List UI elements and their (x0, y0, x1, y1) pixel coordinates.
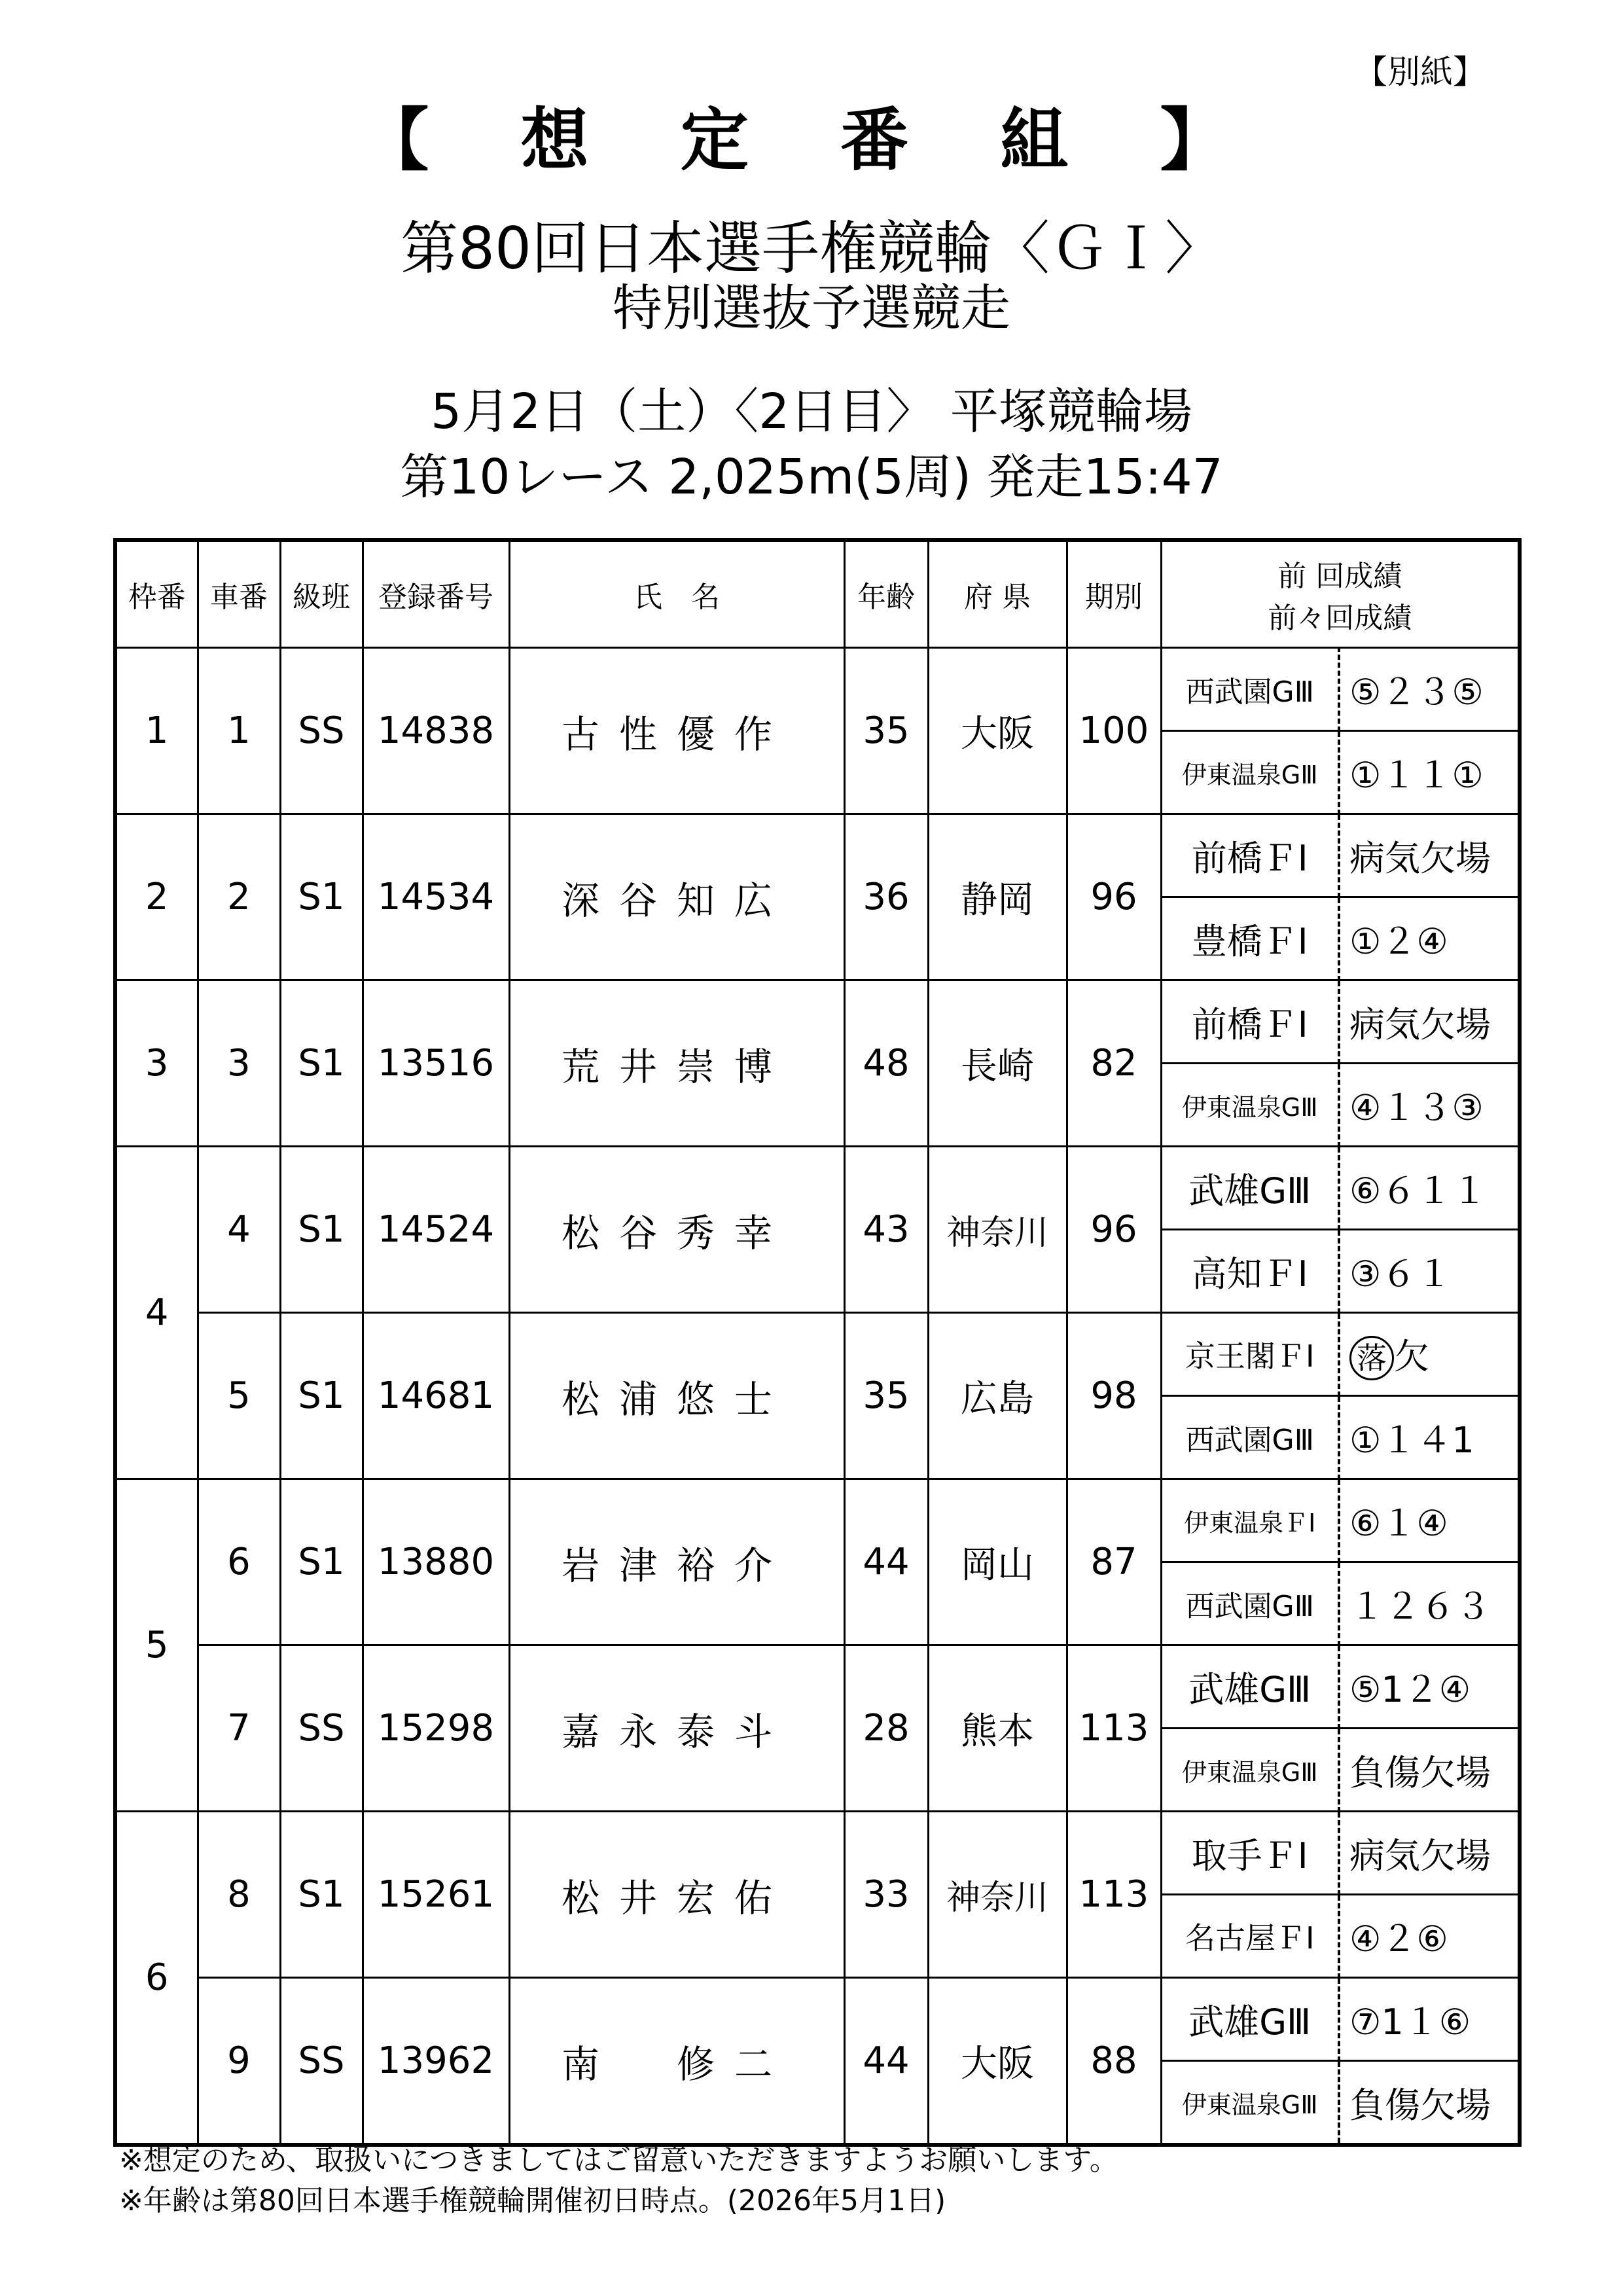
rider-name: 嘉永泰斗 (509, 1645, 844, 1812)
kyu-cell: S1 (280, 980, 363, 1147)
race-category: 特別選抜予選競走 (613, 279, 1010, 337)
prev-venue: 伊東温泉ＦⅠ (1161, 1479, 1339, 1562)
age-cell: 28 (844, 1645, 928, 1812)
sha-cell: 5 (198, 1313, 280, 1479)
pref-cell: 静岡 (928, 814, 1067, 980)
toroku-cell: 13962 (363, 1978, 509, 2145)
sha-cell: 4 (198, 1147, 280, 1313)
header-prev2-record: 前々回成績 (1268, 601, 1412, 635)
toroku-cell: 13516 (363, 980, 509, 1147)
kyu-cell: S1 (280, 1479, 363, 1645)
table-row (115, 1147, 1520, 1230)
prev-result: ⑥１④ (1339, 1479, 1520, 1562)
footnotes (119, 2140, 1118, 2221)
prev2-result: １２６３ (1339, 1562, 1520, 1645)
table-row (115, 1645, 1520, 1729)
prev2-venue: 豊橋ＦⅠ (1161, 897, 1339, 980)
table-row (115, 1313, 1520, 1396)
kyu-cell: S1 (280, 814, 363, 980)
pref-cell: 神奈川 (928, 1812, 1067, 1978)
toroku-cell: 15298 (363, 1645, 509, 1812)
prev2-venue: 西武園GⅢ (1161, 1396, 1339, 1479)
ki-cell: 87 (1067, 1479, 1161, 1645)
age-cell: 44 (844, 1479, 928, 1645)
prev-result: ⑦1１⑥ (1339, 1978, 1520, 2061)
age-cell: 43 (844, 1147, 928, 1313)
pref-cell: 長崎 (928, 980, 1067, 1147)
ki-cell: 82 (1067, 980, 1161, 1147)
waku-cell: 2 (115, 814, 198, 980)
prev2-result: ①１１① (1339, 731, 1520, 814)
sha-cell: 7 (198, 1645, 280, 1812)
table-row (115, 1479, 1520, 1562)
rider-name: 古性優作 (509, 648, 844, 814)
prev-result: 病気欠場 (1339, 1812, 1520, 1895)
ki-cell: 100 (1067, 648, 1161, 814)
pref-cell: 熊本 (928, 1645, 1067, 1812)
pref-cell: 大阪 (928, 648, 1067, 814)
ki-cell: 96 (1067, 814, 1161, 980)
age-cell: 48 (844, 980, 928, 1147)
waku-cell: 3 (115, 980, 198, 1147)
ki-cell: 96 (1067, 1147, 1161, 1313)
age-cell: 44 (844, 1978, 928, 2145)
pref-cell: 広島 (928, 1313, 1067, 1479)
waku-cell: 5 (115, 1479, 198, 1812)
prev2-result: 負傷欠場 (1339, 2061, 1520, 2145)
rider-name: 岩津裕介 (509, 1479, 844, 1645)
prev2-result: ①１４1 (1339, 1396, 1520, 1479)
sha-cell: 8 (198, 1812, 280, 1978)
ki-cell: 88 (1067, 1978, 1161, 2145)
age-cell: 36 (844, 814, 928, 980)
waku-cell: 6 (115, 1812, 198, 2145)
table-row (115, 648, 1520, 731)
prev-venue: 武雄GⅢ (1161, 1147, 1339, 1230)
race-date-venue: 5月2日（土）〈2日目〉 平塚競輪場 (431, 384, 1192, 440)
prev2-result: ④２⑥ (1339, 1895, 1520, 1978)
header-kyu: 級班 (280, 540, 363, 648)
ki-cell: 113 (1067, 1645, 1161, 1812)
prev-venue: 武雄GⅢ (1161, 1645, 1339, 1729)
header-toroku: 登録番号 (363, 540, 509, 648)
kyu-cell: SS (280, 648, 363, 814)
table-header-row (115, 540, 1520, 648)
header-name: 氏 名 (509, 540, 844, 648)
sha-cell: 6 (198, 1479, 280, 1645)
toroku-cell: 14534 (363, 814, 509, 980)
prev2-venue: 名古屋ＦⅠ (1161, 1895, 1339, 1978)
prev2-venue: 高知ＦⅠ (1161, 1230, 1339, 1313)
kyu-cell: SS (280, 1978, 363, 2145)
prev-venue: 前橋ＦⅠ (1161, 980, 1339, 1064)
age-cell: 35 (844, 1313, 928, 1479)
pref-cell: 神奈川 (928, 1147, 1067, 1313)
prev-result (1339, 1313, 1520, 1396)
waku-cell: 1 (115, 648, 198, 814)
prev-result: ⑤1２④ (1339, 1645, 1520, 1729)
prev2-result: ④１３③ (1339, 1064, 1520, 1147)
race-card-table (113, 538, 1522, 2147)
table-row (115, 1978, 1520, 2061)
prev-result: 病気欠場 (1339, 980, 1520, 1064)
pref-cell: 岡山 (928, 1479, 1067, 1645)
prev-venue: 武雄GⅢ (1161, 1978, 1339, 2061)
prev2-result: ③６１ (1339, 1230, 1520, 1313)
sha-cell: 1 (198, 648, 280, 814)
kyu-cell: S1 (280, 1313, 363, 1479)
attachment-label: 【別紙】 (1355, 53, 1486, 91)
prev-venue: 取手ＦⅠ (1161, 1812, 1339, 1895)
prev-venue: 西武園GⅢ (1161, 648, 1339, 731)
header-age: 年齢 (844, 540, 928, 648)
waku-cell: 4 (115, 1147, 198, 1479)
prev-result: ⑤２３⑤ (1339, 648, 1520, 731)
prev-venue: 前橋ＦⅠ (1161, 814, 1339, 897)
rider-name: 南 修二 (509, 1978, 844, 2145)
header-prev-record: 前 回成績 (1277, 560, 1402, 593)
prev-result: ⑥６１１ (1339, 1147, 1520, 1230)
header-sha: 車番 (198, 540, 280, 648)
toroku-cell: 15261 (363, 1812, 509, 1978)
prev-result: 病気欠場 (1339, 814, 1520, 897)
footnote: ※年齢は第80回日本選手権競輪開催初日時点。(2026年5月1日) (119, 2184, 946, 2217)
sha-cell: 3 (198, 980, 280, 1147)
rider-name: 深谷知広 (509, 814, 844, 980)
prev2-venue: 伊東温泉GⅢ (1161, 731, 1339, 814)
header-waku: 枠番 (115, 540, 198, 648)
pref-cell: 大阪 (928, 1978, 1067, 2145)
prev2-venue: 伊東温泉GⅢ (1161, 1729, 1339, 1812)
header-records (1161, 540, 1520, 648)
toroku-cell: 13880 (363, 1479, 509, 1645)
prev2-result: ①２④ (1339, 897, 1520, 980)
prev-result-text: 欠 (1394, 1335, 1429, 1377)
kyu-cell: SS (280, 1645, 363, 1812)
table-row (115, 1812, 1520, 1895)
age-cell: 35 (844, 648, 928, 814)
page-title: 【 想 定 番 組 】 (361, 100, 1262, 180)
ki-cell: 98 (1067, 1313, 1161, 1479)
sha-cell: 9 (198, 1978, 280, 2145)
toroku-cell: 14681 (363, 1313, 509, 1479)
age-cell: 33 (844, 1812, 928, 1978)
rider-name: 荒井崇博 (509, 980, 844, 1147)
kyu-cell: S1 (280, 1147, 363, 1313)
header-ki: 期別 (1067, 540, 1161, 648)
prev2-venue: 伊東温泉GⅢ (1161, 1064, 1339, 1147)
fall-mark: 落 (1349, 1336, 1394, 1380)
sha-cell: 2 (198, 814, 280, 980)
prev2-venue: 伊東温泉GⅢ (1161, 2061, 1339, 2145)
footnote: ※想定のため、取扱いにつきましてはご留意いただきますようお願いします。 (119, 2144, 1118, 2177)
prev2-result: 負傷欠場 (1339, 1729, 1520, 1812)
rider-name: 松井宏佑 (509, 1812, 844, 1978)
ki-cell: 113 (1067, 1812, 1161, 1978)
toroku-cell: 14838 (363, 648, 509, 814)
table-row (115, 814, 1520, 897)
toroku-cell: 14524 (363, 1147, 509, 1313)
race-details: 第10レース 2,025m(5周) 発走15:47 (400, 449, 1223, 505)
kyu-cell: S1 (280, 1812, 363, 1978)
rider-name: 松浦悠士 (509, 1313, 844, 1479)
header-pref: 府 県 (928, 540, 1067, 648)
rider-name: 松谷秀幸 (509, 1147, 844, 1313)
prev2-venue: 西武園GⅢ (1161, 1562, 1339, 1645)
event-name: 第80回日本選手権競輪〈ＧＩ〉 (401, 215, 1222, 282)
prev-venue: 京王閣ＦⅠ (1161, 1313, 1339, 1396)
table-row (115, 980, 1520, 1064)
